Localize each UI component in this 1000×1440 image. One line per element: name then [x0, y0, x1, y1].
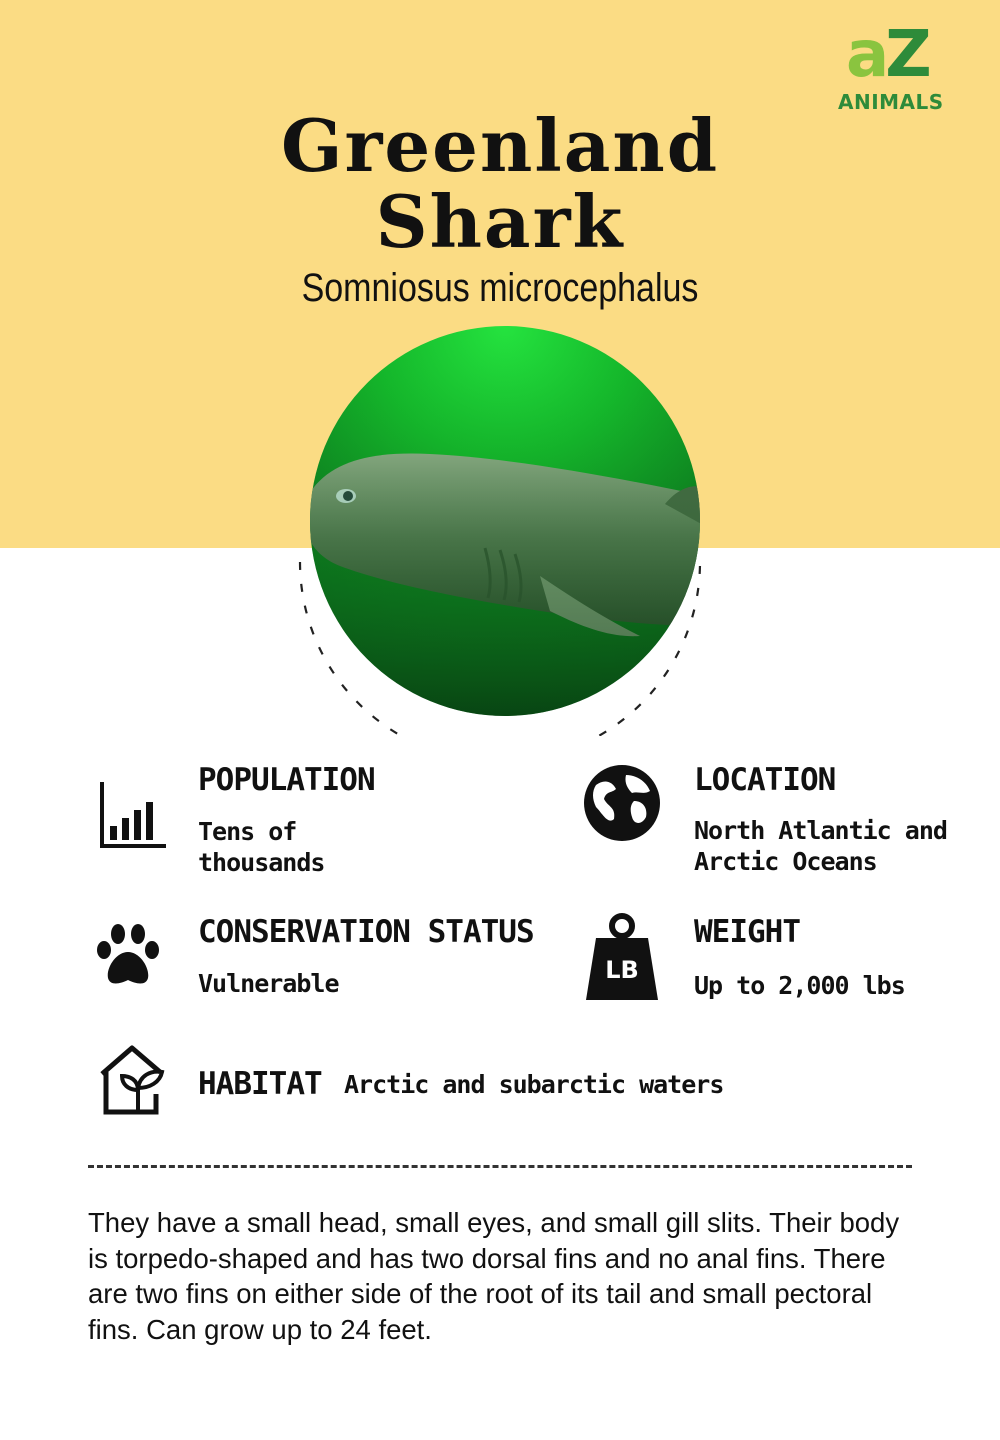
location-value: North Atlantic and Arctic Oceans — [694, 816, 947, 876]
weight-icon — [582, 912, 662, 1002]
location-label: LOCATION — [694, 762, 836, 798]
logo-text: ANIMALS — [838, 90, 944, 114]
section-divider — [88, 1165, 912, 1168]
title-line-2: Shark — [375, 179, 625, 264]
population-label: POPULATION — [198, 762, 375, 798]
az-animals-logo[interactable] — [838, 20, 978, 120]
scientific-name: Somniosus microcephalus — [301, 266, 699, 310]
house-plant-icon — [96, 1044, 178, 1116]
page-title — [0, 103, 1000, 264]
paw-icon — [94, 922, 162, 990]
shark-photo-frame — [292, 316, 712, 736]
globe-icon — [582, 763, 662, 843]
description-text: They have a small head, small eyes, and small gill slits. Their body is torpedo-shaped and has two dorsal fins and no anal fins. There are two fins on either side of the root of its tail and small pectoral fins. Can grow up to 24 feet. — [88, 1207, 900, 1345]
logo-letter-a: a — [846, 18, 886, 92]
weight-value: Up to 2,000 lbs — [694, 971, 905, 1000]
title-line-1: Greenland — [280, 103, 720, 188]
conservation-status-label: CONSERVATION STATUS — [198, 914, 534, 950]
bar-chart-icon — [98, 780, 168, 850]
conservation-status-value: Vulnerable — [198, 969, 339, 998]
habitat-value: Arctic and subarctic waters — [344, 1070, 724, 1099]
weight-label: WEIGHT — [694, 914, 800, 950]
habitat-label: HABITAT — [198, 1066, 322, 1102]
logo-letter-z: Z — [885, 18, 928, 92]
shark-illustration — [310, 326, 700, 716]
shark-photo — [310, 326, 700, 716]
population-value: Tens of thousands — [198, 817, 325, 877]
weight-icon-text: LB — [605, 956, 639, 984]
